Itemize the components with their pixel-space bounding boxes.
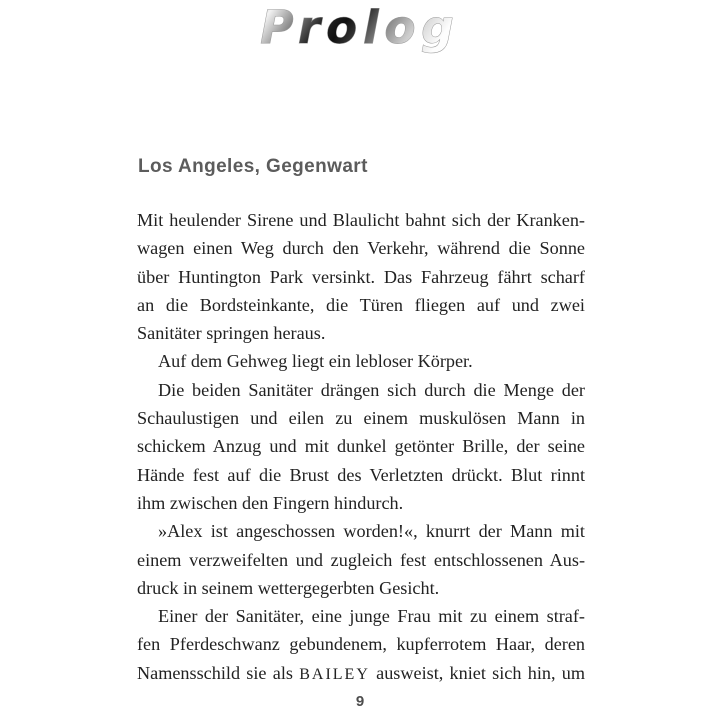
body-line: Namensschild sie als BAILEY ausweist, kniet sich hin, um	[137, 662, 586, 683]
body-line: Sanitäter springen heraus.	[137, 323, 326, 344]
body-line: an die Bordsteinkante, die Türen fliegen auf und zwei	[137, 294, 585, 315]
body-line: Die beiden Sanitäter drängen sich durch die Menge der	[158, 379, 585, 400]
body-line: einem verzweifelten und zugleich fest entschlossenen Aus-	[137, 549, 585, 570]
body-line: Auf dem Gehweg liegt ein lebloser Körper.	[158, 351, 473, 372]
page-number: 9	[355, 693, 365, 710]
body-line: wagen einen Weg durch den Verkehr, während die Sonne	[137, 238, 585, 259]
character-name-caps: BAILEY	[299, 665, 370, 683]
body-line: Mit heulender Sirene und Blaulicht bahnt sich der Kranken-	[137, 210, 585, 230]
body-line: fen Pferdeschwanz gebundenem, kupferrotem Haar, deren	[137, 634, 585, 655]
body-line: Schaulustigen und eilen zu einem muskulösen Mann in	[137, 408, 585, 429]
chapter-title: Prolog	[260, 2, 460, 54]
body-line: Hände fest auf die Brust des Verletzten drückt. Blut rinnt	[137, 464, 585, 485]
body-line: »Alex ist angeschossen worden!«, knurrt der Mann mit	[158, 521, 585, 542]
body-line: druck in seinem wettergegerbten Gesicht.	[137, 577, 440, 598]
body-line: ihm zwischen den Fingern hindurch.	[137, 492, 404, 513]
chapter-logo	[0, 2, 720, 63]
body-text	[137, 206, 585, 689]
body-line: Einer der Sanitäter, eine junge Frau mit zu einem straf-	[158, 606, 585, 627]
chapter-logo-graphic	[230, 2, 490, 58]
section-heading: Los Angeles, Gegenwart	[138, 156, 368, 177]
body-line: über Huntington Park versinkt. Das Fahrzeug fährt scharf	[137, 266, 585, 287]
body-line: schickem Anzug und mit dunkel getönter Brille, der seine	[137, 436, 585, 457]
